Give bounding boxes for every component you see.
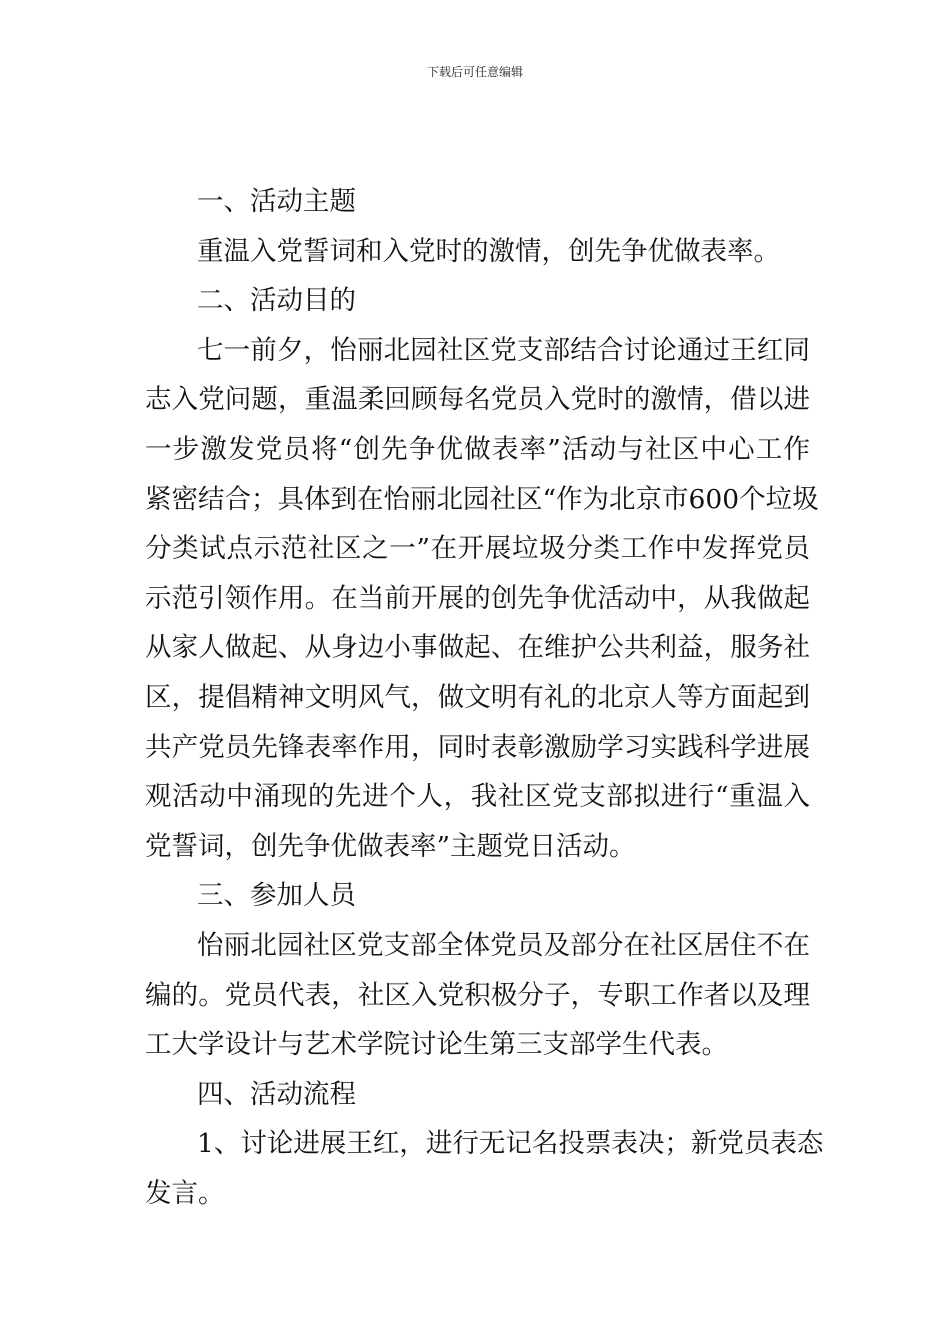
- text-line: 发言。: [145, 1177, 225, 1209]
- text-line: 区，提倡精神文明风气，做文明有礼的北京人等方面起到: [145, 681, 810, 713]
- text-line: 一、活动主题: [197, 186, 356, 217]
- text-line: 二、活动目的: [197, 285, 356, 317]
- text-line: 紧密结合；具体到在怡丽北园社区“作为北京市600个垃圾: [145, 483, 819, 515]
- text-line: 一步激发党员将“创先争优做表率”活动与社区中心工作: [145, 433, 810, 465]
- page-header-note: 下载后可任意编辑: [426, 65, 523, 79]
- text-line: 三、参加人员: [197, 880, 356, 912]
- text-line: 示范引领作用。在当前开展的创先争优活动中，从我做起: [145, 582, 810, 614]
- text-line: 志入党问题，重温柔回顾每名党员入党时的激情，借以进: [145, 384, 810, 416]
- text-line: 党誓词，创先争优做表率”主题党日活动。: [145, 830, 636, 862]
- text-line: 观活动中涌现的先进个人，我社区党支部拟进行“重温入: [145, 781, 810, 813]
- text-line: 怡丽北园社区党支部全体党员及部分在社区居住不在: [197, 929, 810, 961]
- text-line: 分类试点示范社区之一”在开展垃圾分类工作中发挥党员: [145, 533, 810, 565]
- text-line: 从家人做起、从身边小事做起、在维护公共利益，服务社: [145, 632, 810, 664]
- document-body: [145, 177, 824, 1218]
- text-line: 四、活动流程: [197, 1078, 356, 1110]
- text-line: 共产党员先锋表率作用，同时表彰激励学习实践科学进展: [145, 731, 810, 763]
- text-line: 重温入党誓词和入党时的激情，创先争优做表率。: [197, 235, 780, 267]
- text-line: 编的。党员代表，社区入党积极分子，专职工作者以及理: [145, 979, 810, 1011]
- text-line: 工大学设计与艺术学院讨论生第三支部学生代表。: [145, 1029, 728, 1061]
- text-line: 1、讨论进展王红，进行无记名投票表决；新党员表态: [197, 1128, 824, 1160]
- text-line: 七一前夕，怡丽北园社区党支部结合讨论通过王红同: [197, 334, 810, 366]
